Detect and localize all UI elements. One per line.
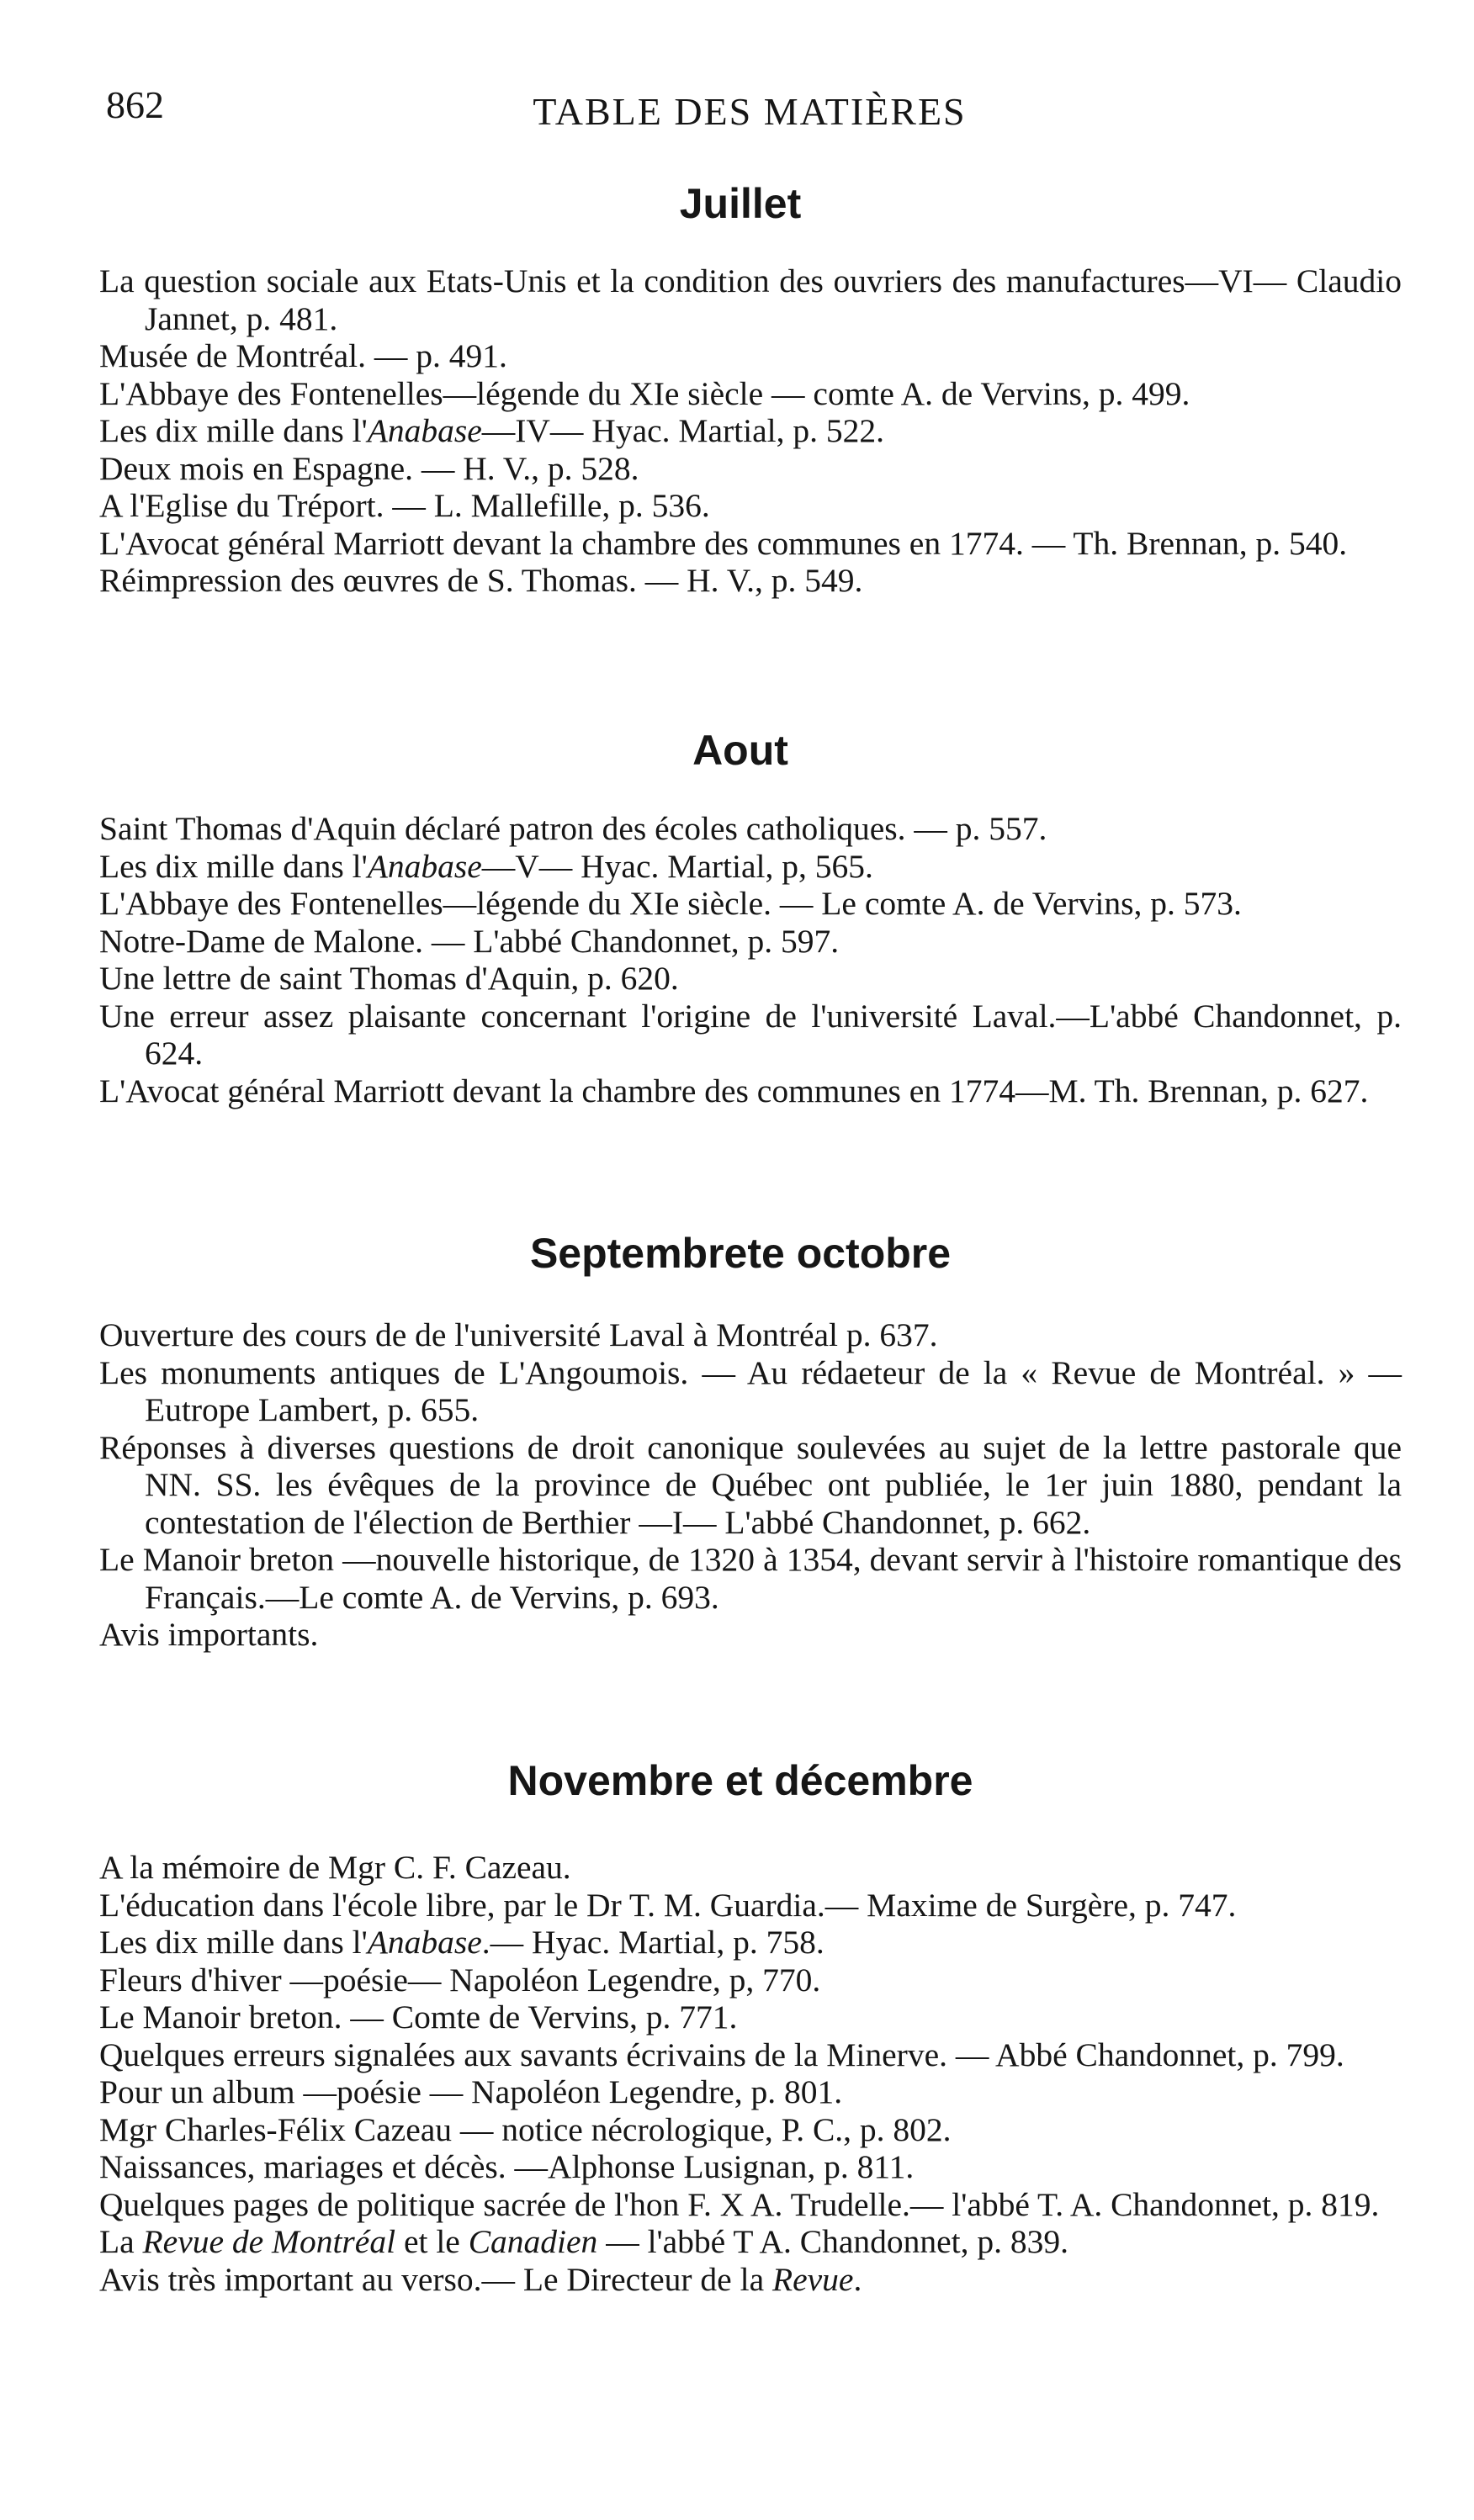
entry-title-italic: Revue bbox=[771, 2260, 854, 2298]
toc-entry bbox=[99, 1429, 1402, 1542]
toc-entry bbox=[99, 1316, 1402, 1354]
toc-entry bbox=[99, 337, 1402, 375]
toc-entry bbox=[99, 1999, 1402, 2036]
section-title-juillet: Juillet bbox=[679, 180, 802, 227]
entry-text: Les dix mille dans l' bbox=[99, 412, 368, 449]
entry-text: Les dix mille dans l' bbox=[99, 1924, 368, 1961]
entry-text: Quelques pages de politique sacrée de l'hon F. X A. Trudelle.— l'abbé T. A. Chandonnet, p. 819. bbox=[99, 2185, 1380, 2223]
entry-title-italic: Anabase bbox=[367, 1924, 482, 1961]
entry-text: Fleurs d'hiver —poésie— Napoléon Legendre, p, 770. bbox=[99, 1961, 821, 1999]
entry-text: Mgr Charles-Félix Cazeau — notice nécrologique, P. C., p. 802. bbox=[99, 2110, 952, 2148]
toc-entry bbox=[99, 1354, 1402, 1429]
toc-entry bbox=[99, 262, 1402, 337]
entry-text: Deux mois en Espagne. — H. V., p. 528. bbox=[99, 449, 639, 487]
section-title-septembre-octobre: Septembrete octobre bbox=[529, 1230, 952, 1277]
entry-text: Les dix mille dans l' bbox=[99, 847, 368, 885]
entry-text: Les monuments antiques de L'Angoumois. — Au rédaeteur de la « Revue de Montréal. » — Eutrope Lambert, p. 655. bbox=[99, 1353, 1402, 1428]
toc-entry bbox=[99, 2148, 1402, 2186]
entry-text: L'Abbaye des Fontenelles—légende du XIe siècle. — Le comte A. de Vervins, p. 573. bbox=[99, 885, 1242, 922]
toc-entry bbox=[99, 2186, 1402, 2224]
entry-title-italic: Anabase bbox=[367, 412, 482, 449]
entry-text: Saint Thomas d'Aquin déclaré patron des écoles catholiques. — p. 557. bbox=[99, 810, 1047, 847]
toc-entry bbox=[99, 562, 1402, 600]
toc-entry bbox=[99, 885, 1402, 923]
entry-text: Une lettre de saint Thomas d'Aquin, p. 620. bbox=[99, 960, 679, 997]
toc-entry bbox=[99, 412, 1402, 450]
entry-text: Pour un album —poésie — Napoléon Legendre, p. 801. bbox=[99, 2073, 843, 2110]
entry-title-italic: Revue de Montréal bbox=[142, 2223, 396, 2260]
entry-text: et le bbox=[395, 2223, 469, 2260]
section-title-novembre-decembre: Novembre et décembre bbox=[507, 1757, 973, 1804]
toc-entry bbox=[99, 1849, 1402, 1887]
entry-text: Ouverture des cours de de l'université Laval à Montréal p. 637. bbox=[99, 1316, 938, 1353]
toc-entry bbox=[99, 487, 1402, 525]
toc-entry bbox=[99, 848, 1402, 886]
toc-entry bbox=[99, 960, 1402, 998]
entry-text: Musée de Montréal. — p. 491. bbox=[99, 337, 507, 374]
toc-entry bbox=[99, 1072, 1402, 1110]
page-header bbox=[106, 80, 1393, 139]
section-entries-novembre-decembre bbox=[99, 1849, 1402, 2298]
toc-entry bbox=[99, 450, 1402, 488]
entry-text: Avis importants. bbox=[99, 1616, 319, 1653]
entry-text: Notre-Dame de Malone. — L'abbé Chandonnet, p. 597. bbox=[99, 922, 840, 960]
toc-entry bbox=[99, 1541, 1402, 1616]
toc-entry bbox=[99, 1616, 1402, 1654]
entry-text: Une erreur assez plaisante concernant l'origine de l'université Laval.—L'abbé Chandonnet, p. 624. bbox=[99, 997, 1402, 1072]
toc-entry bbox=[99, 923, 1402, 961]
page-number: 862 bbox=[106, 83, 164, 126]
section-title-aout: Aout bbox=[692, 727, 788, 774]
entry-text: Naissances, mariages et décès. —Alphonse Lusignan, p. 811. bbox=[99, 2148, 915, 2185]
toc-entry bbox=[99, 1961, 1402, 1999]
entry-text: L'Avocat général Marriott devant la chambre des communes en 1774. — Th. Brennan, p. 540. bbox=[99, 524, 1348, 562]
entry-text: Avis très important au verso.— Le Directeur de la bbox=[99, 2260, 772, 2298]
entry-text: L'éducation dans l'école libre, par le Dr T. M. Guardia.— Maxime de Surgère, p. 747. bbox=[99, 1886, 1237, 1924]
entry-text: La question sociale aux Etats-Unis et la condition des ouvriers des manufactures—VI— Claudio Jannet, p. 481. bbox=[99, 262, 1402, 337]
toc-entry bbox=[99, 375, 1402, 413]
entry-text: La bbox=[99, 2223, 143, 2260]
toc-entry bbox=[99, 998, 1402, 1072]
entry-text: Réponses à diverses questions de droit canonique soulevées au sujet de la lettre pastorale que NN. SS. les évêques de la province de Québec ont publiée, le 1er juin 1880, pendant la contestation de l'élection de Berthier —I— L'abbé Chandonnet, p. 662. bbox=[99, 1428, 1402, 1541]
toc-entry bbox=[99, 2261, 1402, 2299]
section-entries-aout bbox=[99, 810, 1402, 1109]
entry-title-italic: Anabase bbox=[367, 847, 482, 885]
entry-text: Quelques erreurs signalées aux savants écrivains de la Minerve. — Abbé Chandonnet, p. 799. bbox=[99, 2036, 1344, 2073]
toc-entry bbox=[99, 810, 1402, 848]
entry-text: Le Manoir breton —nouvelle historique, de 1320 à 1354, devant servir à l'histoire romantique des Français.—Le comte A. de Vervins, p. 693. bbox=[99, 1541, 1402, 1616]
entry-title-italic: Canadien bbox=[468, 2223, 598, 2260]
entry-text: . bbox=[853, 2260, 862, 2298]
entry-text: A l'Eglise du Tréport. — L. Mallefille, p. 536. bbox=[99, 487, 710, 524]
section-entries-septembre-octobre bbox=[99, 1316, 1402, 1654]
toc-entry bbox=[99, 1887, 1402, 1924]
toc-entry bbox=[99, 2036, 1402, 2074]
toc-entry bbox=[99, 525, 1402, 563]
toc-entry bbox=[99, 1924, 1402, 1961]
entry-text: —V— Hyac. Martial, p, 565. bbox=[481, 847, 873, 885]
entry-text: .— Hyac. Martial, p. 758. bbox=[481, 1924, 824, 1961]
entry-text: L'Avocat général Marriott devant la chambre des communes en 1774—M. Th. Brennan, p. 627. bbox=[99, 1072, 1369, 1109]
entry-text: Réimpression des œuvres de S. Thomas. — H. V., p. 549. bbox=[99, 562, 863, 599]
running-title: TABLE DES MATIÈRES bbox=[533, 90, 967, 133]
entry-text: — l'abbé T A. Chandonnet, p. 839. bbox=[597, 2223, 1069, 2260]
section-entries-juillet bbox=[99, 262, 1402, 600]
toc-entry bbox=[99, 2223, 1402, 2261]
toc-entry bbox=[99, 2111, 1402, 2149]
entry-text: A la mémoire de Mgr C. F. Cazeau. bbox=[99, 1849, 571, 1886]
entry-text: L'Abbaye des Fontenelles—légende du XIe siècle — comte A. de Vervins, p. 499. bbox=[99, 374, 1190, 412]
entry-text: Le Manoir breton. — Comte de Vervins, p. 771. bbox=[99, 1999, 738, 2036]
toc-entry bbox=[99, 2073, 1402, 2111]
entry-text: —IV— Hyac. Martial, p. 522. bbox=[481, 412, 885, 449]
